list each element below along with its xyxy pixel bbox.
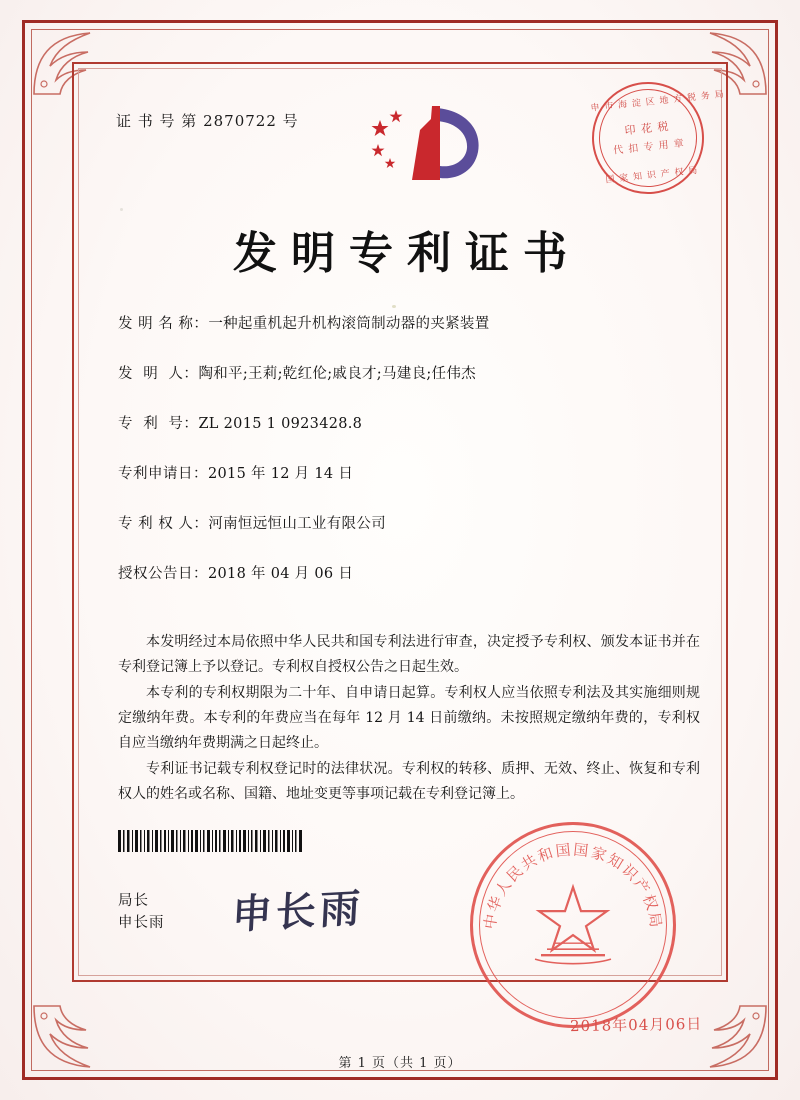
- field-row: [118, 512, 698, 533]
- page-title: 发明专利证书: [233, 228, 581, 279]
- tax-stamp-arc-bottom: 国 家 知 识 产 权 局: [605, 165, 699, 186]
- tax-stamp-arc-top: 申 市 海 淀 区 地 方 税 务 局: [590, 89, 726, 114]
- tax-stamp-line-1: 印 花 税: [623, 119, 671, 138]
- field-value: 河南恒远恒山工业有限公司: [208, 516, 386, 532]
- field-value: 2018 年 04 月 06 日: [208, 566, 354, 582]
- field-label: 专 利 号：: [118, 416, 199, 432]
- paper-speck: [120, 208, 123, 211]
- cnipa-logo-icon: [362, 100, 492, 190]
- seal-date: 2018年04月06日: [569, 1014, 703, 1036]
- certificate-content: [72, 62, 728, 1071]
- field-value: ZL 2015 1 0923428.8: [198, 416, 363, 432]
- field-label: 发 明 名 称：: [118, 316, 209, 332]
- director-title-label: 局长: [118, 893, 149, 909]
- field-label: 授权公告日：: [118, 566, 208, 582]
- field-row: [118, 412, 698, 433]
- body-paragraph: 本发明经过本局依照中华人民共和国专利法进行审查，决定授予专利权、颁发本证书并在专利登记簿上予以登记。专利权自授权公告之日起生效。: [118, 634, 700, 675]
- barcode: [118, 830, 358, 852]
- field-row: [118, 362, 698, 383]
- tax-stamp-line-2: 代 扣 专 用 章: [612, 138, 686, 157]
- page-number: 第 1 页（共 1 页）: [338, 1056, 462, 1071]
- body-paragraph: 本专利的专利权期限为二十年、自申请日起算。专利权人应当依照专利法及其实施细则规定缴纳年费。本专利的年费应当在每年 12 月 14 日前缴纳。未按照规定缴纳年费的，专利权自应当缴纳年费期满之日起终止。: [118, 685, 700, 751]
- field-label: 发 明 人：: [118, 366, 199, 382]
- director-name: 申长雨: [118, 915, 165, 931]
- signature-block: [118, 890, 165, 934]
- svg-text:中华人民共和国国家知识产权局: 中华人民共和国国家知识产权局: [480, 840, 666, 931]
- field-value: 一种起重机起升机构滚筒制动器的夹紧装置: [208, 316, 490, 332]
- field-value: 2015 年 12 月 14 日: [208, 466, 354, 482]
- tax-stamp: [586, 76, 726, 199]
- national-emblem-icon: [525, 873, 621, 969]
- certificate-number: 证 书 号 第 2870722 号: [116, 112, 299, 130]
- field-label: 专利申请日：: [118, 466, 208, 482]
- field-row: [118, 562, 698, 583]
- official-seal: [470, 822, 676, 1028]
- paper-speck: [392, 305, 396, 308]
- field-row: [118, 462, 698, 483]
- field-row: [118, 312, 698, 333]
- field-label: 专 利 权 人：: [118, 516, 209, 532]
- field-value: 陶和平;王莉;乾红伦;戚良才;马建良;任伟杰: [198, 366, 476, 382]
- handwritten-signature: 申长雨: [230, 884, 365, 939]
- field-list: [118, 312, 698, 612]
- body-text: [118, 630, 700, 808]
- body-paragraph: 专利证书记载专利权登记时的法律状况。专利权的转移、质押、无效、终止、恢复和专利权人的姓名或名称、国籍、地址变更等事项记载在专利登记簿上。: [118, 761, 700, 802]
